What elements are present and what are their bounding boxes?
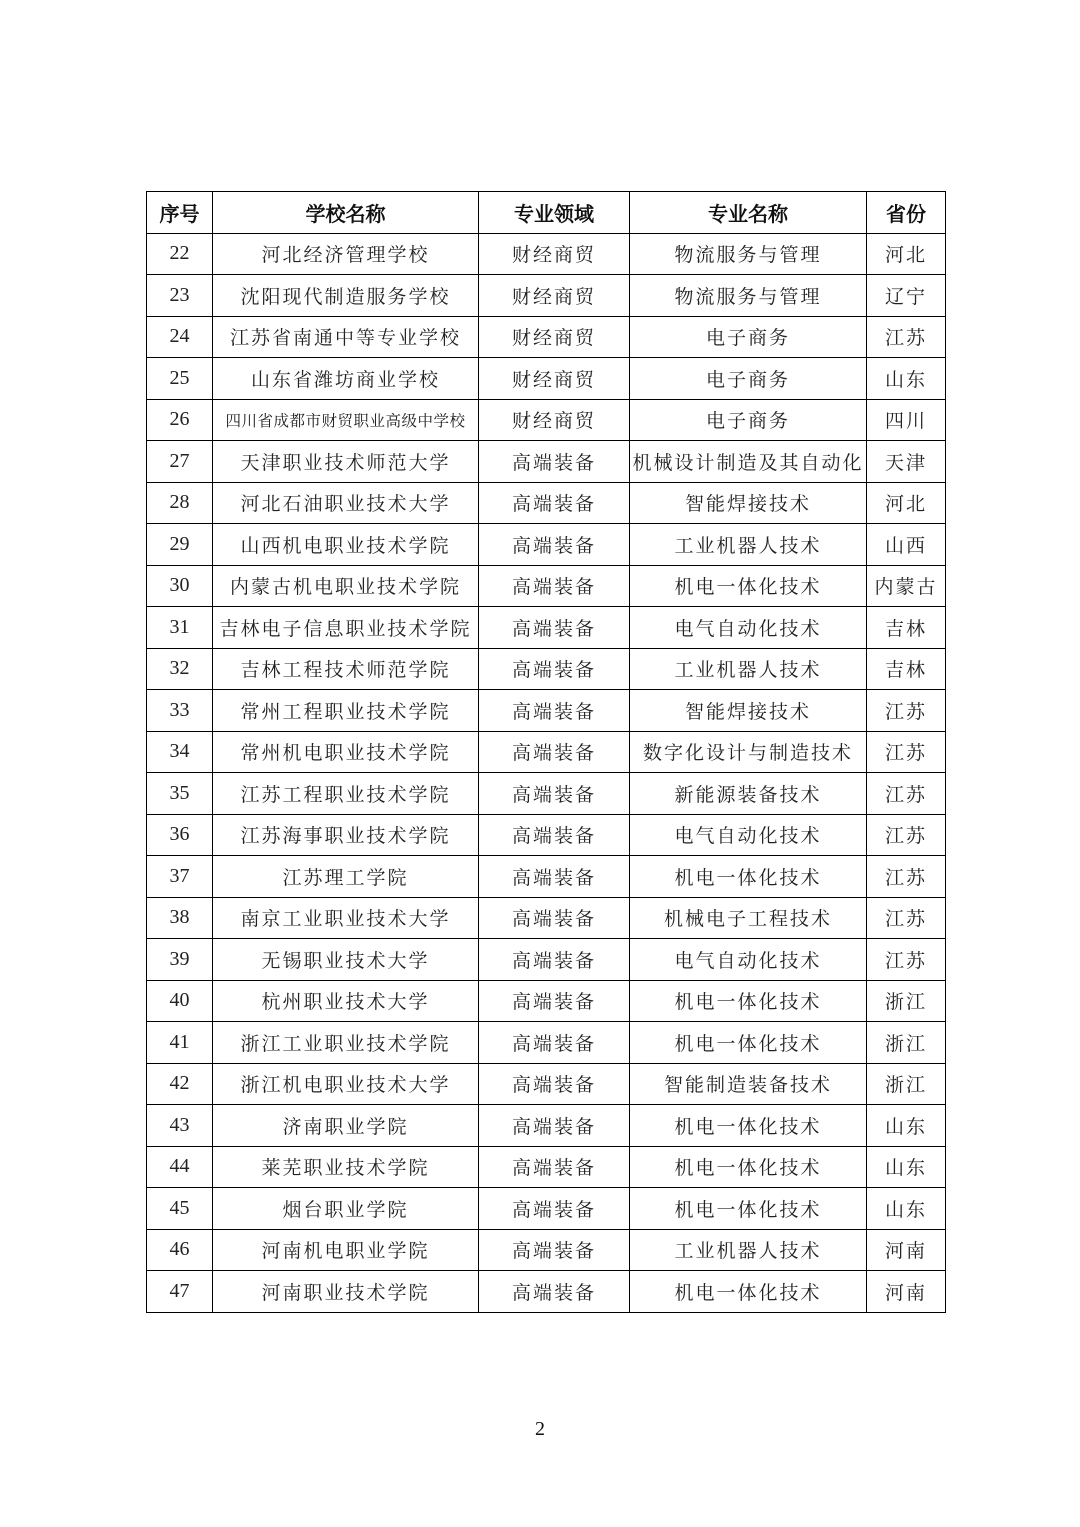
- cell-province: 内蒙古: [867, 565, 946, 607]
- cell-major: 电子商务: [630, 399, 867, 441]
- table-row: [147, 275, 946, 317]
- cell-seq: 36: [147, 814, 213, 856]
- cell-major: 机电一体化技术: [630, 1146, 867, 1188]
- cell-province: 河南: [867, 1229, 946, 1271]
- table-row: [147, 980, 946, 1022]
- cell-seq: 33: [147, 690, 213, 732]
- cell-major: 物流服务与管理: [630, 275, 867, 317]
- cell-field: 高端装备: [479, 441, 630, 483]
- table-row: [147, 358, 946, 400]
- table-row: [147, 316, 946, 358]
- cell-school: 常州机电职业技术学院: [213, 731, 479, 773]
- cell-province: 江苏: [867, 316, 946, 358]
- cell-field: 高端装备: [479, 1188, 630, 1230]
- cell-seq: 27: [147, 441, 213, 483]
- cell-school: 吉林电子信息职业技术学院: [213, 607, 479, 649]
- table-body: [147, 233, 946, 1312]
- cell-province: 河北: [867, 233, 946, 275]
- cell-seq: 42: [147, 1063, 213, 1105]
- cell-school: 河北石油职业技术大学: [213, 482, 479, 524]
- cell-province: 山东: [867, 1188, 946, 1230]
- cell-major: 机电一体化技术: [630, 565, 867, 607]
- cell-province: 江苏: [867, 773, 946, 815]
- cell-school: 江苏工程职业技术学院: [213, 773, 479, 815]
- table-row: [147, 565, 946, 607]
- cell-school: 天津职业技术师范大学: [213, 441, 479, 483]
- cell-field: 高端装备: [479, 524, 630, 566]
- cell-school: 山东省潍坊商业学校: [213, 358, 479, 400]
- table-row: [147, 1271, 946, 1313]
- cell-seq: 45: [147, 1188, 213, 1230]
- table-row: [147, 773, 946, 815]
- cell-major: 工业机器人技术: [630, 648, 867, 690]
- cell-province: 江苏: [867, 897, 946, 939]
- table-row: [147, 524, 946, 566]
- cell-province: 江苏: [867, 939, 946, 981]
- cell-province: 江苏: [867, 814, 946, 856]
- table-row: [147, 897, 946, 939]
- cell-school: 济南职业学院: [213, 1105, 479, 1147]
- cell-seq: 41: [147, 1022, 213, 1064]
- cell-seq: 40: [147, 980, 213, 1022]
- cell-school: 江苏海事职业技术学院: [213, 814, 479, 856]
- cell-major: 机械设计制造及其自动化: [630, 441, 867, 483]
- cell-major: 机电一体化技术: [630, 1105, 867, 1147]
- cell-province: 浙江: [867, 1063, 946, 1105]
- cell-school: 莱芜职业技术学院: [213, 1146, 479, 1188]
- cell-major: 机械电子工程技术: [630, 897, 867, 939]
- cell-province: 天津: [867, 441, 946, 483]
- cell-major: 电子商务: [630, 316, 867, 358]
- cell-school: 沈阳现代制造服务学校: [213, 275, 479, 317]
- table-row: [147, 441, 946, 483]
- cell-seq: 22: [147, 233, 213, 275]
- cell-field: 高端装备: [479, 648, 630, 690]
- cell-field: 高端装备: [479, 1146, 630, 1188]
- table-header-row: [147, 192, 946, 234]
- header-seq: 序号: [147, 192, 213, 234]
- cell-field: 高端装备: [479, 690, 630, 732]
- cell-province: 河南: [867, 1271, 946, 1313]
- cell-field: 高端装备: [479, 1063, 630, 1105]
- header-school: 学校名称: [213, 192, 479, 234]
- cell-seq: 44: [147, 1146, 213, 1188]
- cell-seq: 35: [147, 773, 213, 815]
- cell-major: 工业机器人技术: [630, 524, 867, 566]
- cell-school: 浙江机电职业技术大学: [213, 1063, 479, 1105]
- cell-field: 财经商贸: [479, 316, 630, 358]
- cell-major: 电子商务: [630, 358, 867, 400]
- cell-field: 财经商贸: [479, 399, 630, 441]
- cell-school: 江苏理工学院: [213, 856, 479, 898]
- cell-school: 河南职业技术学院: [213, 1271, 479, 1313]
- header-field: 专业领域: [479, 192, 630, 234]
- cell-school: 河南机电职业学院: [213, 1229, 479, 1271]
- cell-field: 高端装备: [479, 565, 630, 607]
- cell-major: 智能制造装备技术: [630, 1063, 867, 1105]
- cell-province: 山东: [867, 1146, 946, 1188]
- cell-seq: 46: [147, 1229, 213, 1271]
- cell-major: 机电一体化技术: [630, 1022, 867, 1064]
- table-row: [147, 1188, 946, 1230]
- cell-seq: 24: [147, 316, 213, 358]
- cell-major: 机电一体化技术: [630, 1271, 867, 1313]
- table-row: [147, 399, 946, 441]
- cell-school: 浙江工业职业技术学院: [213, 1022, 479, 1064]
- cell-school: 四川省成都市财贸职业高级中学校: [213, 399, 479, 441]
- cell-province: 辽宁: [867, 275, 946, 317]
- cell-major: 智能焊接技术: [630, 690, 867, 732]
- cell-seq: 30: [147, 565, 213, 607]
- table-row: [147, 482, 946, 524]
- cell-province: 吉林: [867, 607, 946, 649]
- table-row: [147, 1146, 946, 1188]
- school-list-table: [146, 191, 946, 1313]
- cell-field: 高端装备: [479, 1229, 630, 1271]
- cell-field: 高端装备: [479, 482, 630, 524]
- cell-province: 江苏: [867, 690, 946, 732]
- cell-seq: 47: [147, 1271, 213, 1313]
- cell-seq: 31: [147, 607, 213, 649]
- table-row: [147, 1229, 946, 1271]
- cell-seq: 25: [147, 358, 213, 400]
- cell-field: 财经商贸: [479, 275, 630, 317]
- cell-seq: 32: [147, 648, 213, 690]
- cell-province: 山东: [867, 1105, 946, 1147]
- cell-province: 浙江: [867, 980, 946, 1022]
- cell-province: 吉林: [867, 648, 946, 690]
- page-number: 2: [535, 1418, 545, 1440]
- cell-seq: 38: [147, 897, 213, 939]
- cell-school: 内蒙古机电职业技术学院: [213, 565, 479, 607]
- cell-seq: 28: [147, 482, 213, 524]
- cell-field: 高端装备: [479, 1022, 630, 1064]
- header-province: 省份: [867, 192, 946, 234]
- cell-field: 高端装备: [479, 607, 630, 649]
- cell-major: 工业机器人技术: [630, 1229, 867, 1271]
- cell-seq: 23: [147, 275, 213, 317]
- cell-major: 电气自动化技术: [630, 607, 867, 649]
- cell-major: 物流服务与管理: [630, 233, 867, 275]
- cell-major: 电气自动化技术: [630, 939, 867, 981]
- table-row: [147, 1105, 946, 1147]
- cell-major: 机电一体化技术: [630, 1188, 867, 1230]
- header-major: 专业名称: [630, 192, 867, 234]
- cell-seq: 39: [147, 939, 213, 981]
- cell-field: 高端装备: [479, 856, 630, 898]
- cell-school: 南京工业职业技术大学: [213, 897, 479, 939]
- cell-field: 高端装备: [479, 939, 630, 981]
- table-row: [147, 233, 946, 275]
- cell-province: 四川: [867, 399, 946, 441]
- cell-major: 数字化设计与制造技术: [630, 731, 867, 773]
- cell-province: 江苏: [867, 731, 946, 773]
- table-row: [147, 648, 946, 690]
- cell-school: 河北经济管理学校: [213, 233, 479, 275]
- cell-major: 机电一体化技术: [630, 980, 867, 1022]
- cell-field: 财经商贸: [479, 233, 630, 275]
- cell-school: 江苏省南通中等专业学校: [213, 316, 479, 358]
- cell-province: 江苏: [867, 856, 946, 898]
- cell-seq: 43: [147, 1105, 213, 1147]
- table-row: [147, 939, 946, 981]
- cell-major: 电气自动化技术: [630, 814, 867, 856]
- cell-province: 浙江: [867, 1022, 946, 1064]
- table-row: [147, 690, 946, 732]
- cell-school: 常州工程职业技术学院: [213, 690, 479, 732]
- table-row: [147, 731, 946, 773]
- cell-field: 高端装备: [479, 980, 630, 1022]
- cell-field: 高端装备: [479, 897, 630, 939]
- cell-school: 烟台职业学院: [213, 1188, 479, 1230]
- cell-seq: 34: [147, 731, 213, 773]
- cell-seq: 29: [147, 524, 213, 566]
- table-row: [147, 856, 946, 898]
- cell-field: 财经商贸: [479, 358, 630, 400]
- table-row: [147, 1063, 946, 1105]
- cell-school: 无锡职业技术大学: [213, 939, 479, 981]
- cell-major: 新能源装备技术: [630, 773, 867, 815]
- cell-province: 山西: [867, 524, 946, 566]
- cell-major: 智能焊接技术: [630, 482, 867, 524]
- cell-seq: 37: [147, 856, 213, 898]
- cell-field: 高端装备: [479, 773, 630, 815]
- table-row: [147, 814, 946, 856]
- cell-school: 杭州职业技术大学: [213, 980, 479, 1022]
- cell-province: 河北: [867, 482, 946, 524]
- cell-field: 高端装备: [479, 814, 630, 856]
- cell-major: 机电一体化技术: [630, 856, 867, 898]
- cell-school: 山西机电职业技术学院: [213, 524, 479, 566]
- table-row: [147, 607, 946, 649]
- cell-province: 山东: [867, 358, 946, 400]
- cell-seq: 26: [147, 399, 213, 441]
- cell-field: 高端装备: [479, 731, 630, 773]
- cell-school: 吉林工程技术师范学院: [213, 648, 479, 690]
- cell-field: 高端装备: [479, 1105, 630, 1147]
- cell-field: 高端装备: [479, 1271, 630, 1313]
- table-row: [147, 1022, 946, 1064]
